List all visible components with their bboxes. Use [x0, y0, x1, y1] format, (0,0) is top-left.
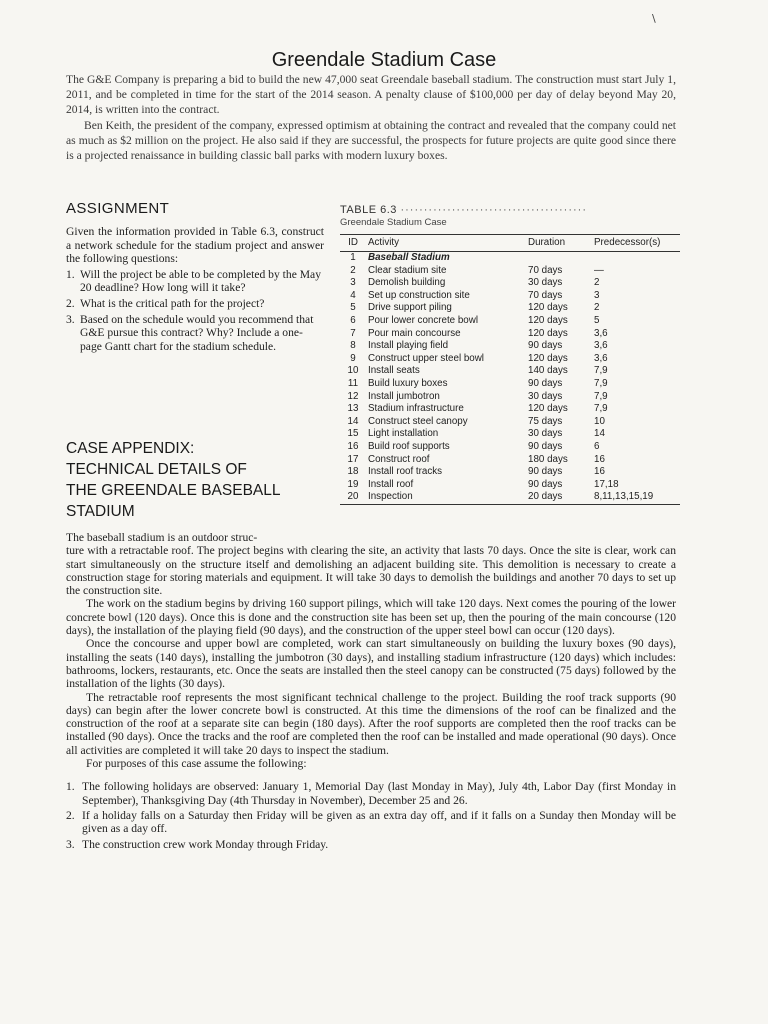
activity-id: 19	[347, 478, 359, 490]
header-id: ID	[340, 235, 366, 252]
activity-name: Inspection	[366, 491, 526, 504]
table-row	[340, 252, 680, 265]
activity-name: Construct steel canopy	[368, 415, 468, 427]
body-paragraph-5: For purposes of this case assume the following:	[86, 757, 307, 771]
activity-id: 10	[347, 365, 359, 377]
appendix-heading-line: TECHNICAL DETAILS OF	[66, 461, 247, 478]
question-item	[66, 297, 324, 311]
appendix-heading-line: THE GREENDALE BASEBALL	[66, 482, 281, 499]
assumption-item	[66, 838, 676, 851]
assumption-number: 2.	[66, 808, 75, 822]
table-header-row	[340, 235, 680, 252]
table-row	[340, 403, 680, 416]
intro-section	[66, 72, 676, 163]
activity-name: Pour main concourse	[368, 327, 461, 339]
activity-name: Set up construction site	[368, 289, 470, 301]
activity-predecessors: 10	[594, 415, 605, 427]
question-list	[66, 268, 324, 354]
activity-predecessors: 6	[594, 440, 600, 452]
assumption-text: The following holidays are observed: January 1, Memorial Day (last Monday in May), July 4th, Labor Day (first Monday in September), Thanksgiving Day (4th Thursday in November), December 25 and 26.	[82, 780, 676, 807]
activity-id: 5	[350, 302, 356, 314]
activity-name: Pour lower concrete bowl	[368, 314, 478, 326]
table-row	[340, 290, 680, 303]
body-paragraph-2: The work on the stadium begins by driving 160 support pilings, which will take 120 days. Next comes the pouring of the lower concrete bowl (120 days). Once this is done and the construction site has been set up, then the pouring of the main concourse (120 days), the installation of the playing field (90 days), and the construction of the upper steel bowl can occur (120 days).	[66, 597, 676, 638]
activity-table-block	[340, 204, 680, 505]
assignment-intro: Given the information provided in Table 6.3, construct a network schedule for the stadium project and answer the following questions:	[66, 225, 324, 266]
page-title: Greendale Stadium Case	[271, 49, 497, 72]
table-row	[340, 479, 680, 492]
activity-id: 11	[347, 377, 359, 389]
assignment-heading: ASSIGNMENT	[66, 200, 170, 217]
intro-paragraph-1: The G&E Company is preparing a bid to build the new 47,000 seat Greendale baseball stadium. The construction must start July 1, 2011, and be completed in time for the start of the 2014 season. A penalty clause of $100,000 per day of delay beyond May 20, 2014, is written into the contract.	[66, 73, 676, 117]
activity-name: Install jumbotron	[368, 390, 440, 402]
question-item	[66, 313, 324, 354]
activity-id: 12	[347, 390, 359, 402]
question-text: Based on the schedule would you recommend that G&E pursue this contract? Why? Include a one-page Gantt chart for the stadium schedule.	[80, 312, 314, 353]
activity-predecessors	[592, 252, 680, 265]
activity-id: 13	[347, 403, 359, 415]
activity-id: 8	[350, 340, 356, 352]
table-row	[340, 428, 680, 441]
table-row	[340, 277, 680, 290]
activity-name: Install playing field	[368, 340, 449, 352]
activity-predecessors: 3,6	[594, 327, 608, 339]
question-text: What is the critical path for the project?	[80, 296, 265, 310]
activity-name: Baseball Stadium	[368, 252, 450, 263]
activity-predecessors: 14	[594, 428, 605, 440]
table-row	[340, 340, 680, 353]
activity-id: 3	[350, 277, 356, 289]
activity-duration: 120 days	[528, 352, 568, 364]
activity-name: Construct roof	[368, 453, 430, 465]
activity-duration: 90 days	[528, 478, 563, 490]
question-text: Will the project be able to be completed by the May 20 deadline? How long will it take?	[80, 267, 321, 295]
table-row	[340, 328, 680, 341]
appendix-heading	[66, 438, 336, 522]
activity-name: Install roof	[368, 478, 414, 490]
table-row	[340, 416, 680, 429]
assumption-item	[66, 809, 676, 836]
activity-predecessors: 7,9	[594, 365, 608, 377]
activity-name: Install roof tracks	[368, 466, 443, 478]
activity-name: Clear stadium site	[368, 264, 447, 276]
activity-predecessors: 17,18	[594, 478, 619, 490]
table-row	[340, 365, 680, 378]
activity-predecessors: 5	[594, 314, 600, 326]
assumption-list	[66, 780, 676, 850]
activity-id: 1	[350, 252, 356, 263]
activity-id: 20	[340, 491, 366, 504]
body-paragraph-3: Once the concourse and upper bowl are completed, work can start simultaneously on building the luxury boxes (90 days), installing the seats (140 days), installing the jumbotron (30 days), and installing stadium infrastructure (120 days) which includes: bathrooms, lockers, restaurants, etc. Once the seats are installed then the steel canopy can be constructed (75 days) followed by the installation of the lights (30 days).	[66, 637, 676, 691]
activity-duration: 180 days	[528, 453, 568, 465]
activity-predecessors: 2	[594, 277, 600, 289]
activity-id: 16	[347, 440, 359, 452]
assignment-section	[66, 200, 324, 355]
activity-predecessors: 7,9	[594, 390, 608, 402]
activity-predecessors: 16	[594, 466, 605, 478]
appendix-body	[66, 531, 676, 853]
assumption-item	[66, 780, 676, 807]
activity-duration: 90 days	[528, 340, 563, 352]
table-row	[340, 353, 680, 366]
activity-duration: 30 days	[528, 277, 563, 289]
activity-duration: 120 days	[528, 314, 568, 326]
activity-predecessors: 3	[594, 289, 600, 301]
question-number: 2.	[66, 296, 75, 310]
corner-mark: \	[652, 12, 656, 25]
header-predecessors: Predecessor(s)	[592, 235, 680, 252]
table-row	[340, 378, 680, 391]
body-paragraph-1-start: The baseball stadium is an outdoor struc-	[66, 531, 258, 544]
table-body	[340, 252, 680, 505]
activity-id: 6	[350, 314, 356, 326]
body-paragraph-1: ture with a retractable roof. The project begins with clearing the site, an activity that lasts 70 days. Once the site is clear, work can start simultaneously on the structure itself and demolishing an adjacent building site. This demolition is necessary to create a construction stage for storing materials and equipment. It will take 30 days to demolish the buildings and another 70 days to set up the construction site.	[66, 544, 676, 598]
activity-duration: 120 days	[528, 403, 568, 415]
activity-name: Build luxury boxes	[368, 377, 448, 389]
activity-name: Build roof supports	[368, 440, 450, 452]
question-number: 1.	[66, 267, 75, 281]
table-row	[340, 454, 680, 467]
activity-id: 14	[347, 415, 359, 427]
activity-duration: 120 days	[528, 327, 568, 339]
header-activity: Activity	[366, 235, 526, 252]
activity-id: 7	[350, 327, 356, 339]
table-label: TABLE 6.3	[340, 204, 397, 216]
activity-predecessors: 7,9	[594, 377, 608, 389]
assumption-text: The construction crew work Monday through Friday.	[82, 837, 329, 851]
activity-name: Stadium infrastructure	[368, 403, 464, 415]
table-label-line	[340, 204, 680, 216]
table-subtitle: Greendale Stadium Case	[340, 217, 447, 228]
activity-id: 17	[347, 453, 359, 465]
activity-duration: 20 days	[526, 491, 592, 504]
appendix-heading-line: STADIUM	[66, 503, 135, 520]
activity-predecessors: 3,6	[594, 352, 608, 364]
activity-table	[340, 234, 680, 505]
activity-name: Construct upper steel bowl	[368, 352, 484, 364]
activity-duration: 30 days	[528, 428, 563, 440]
activity-duration: 30 days	[528, 390, 563, 402]
assumption-number: 3.	[66, 837, 75, 851]
intro-paragraph-2: Ben Keith, the president of the company, expressed optimism at obtaining the contract and revealed that the company could net as much as $2 million on the project. He also said if they are successful, the prospects for future projects are quite good since there is a projected renaissance in building classic ball parks with modern luxury boxes.	[66, 118, 676, 163]
assumption-text: If a holiday falls on a Saturday then Friday will be given as an extra day off, and if it falls on a Sunday then Monday will be given as a day off.	[82, 808, 676, 836]
activity-duration: 90 days	[528, 440, 563, 452]
activity-id: 4	[350, 289, 356, 301]
table-row	[340, 315, 680, 328]
question-item	[66, 268, 324, 295]
table-label-dots: ········································	[400, 204, 587, 216]
activity-duration: 70 days	[528, 289, 563, 301]
table-row	[340, 265, 680, 278]
activity-predecessors: 7,9	[594, 403, 608, 415]
table-row	[340, 391, 680, 404]
activity-id: 18	[347, 466, 359, 478]
activity-duration	[526, 252, 592, 265]
activity-name: Drive support piling	[368, 302, 452, 314]
activity-name: Install seats	[368, 365, 420, 377]
question-number: 3.	[66, 312, 75, 326]
activity-id: 9	[350, 352, 356, 364]
activity-predecessors: 3,6	[594, 340, 608, 352]
table-row	[340, 441, 680, 454]
activity-predecessors: 2	[594, 302, 600, 314]
activity-id: 2	[350, 264, 356, 276]
body-paragraph-4: The retractable roof represents the most significant technical challenge to the project. Building the roof track supports (90 days) can begin after the lower concrete bowl is constructed. At this time the dimensions of the roof can be finalized and the construction of the roof at a separate site can begin (180 days). After the roof supports are completed then the roof tracks can be installed (90 days). Once the tracks and the roof are completed then the roof can be installed and made operational (90 days). Once all activities are completed it will take 20 days to inspect the stadium.	[66, 690, 676, 757]
activity-duration: 120 days	[528, 302, 568, 314]
activity-predecessors: —	[594, 264, 604, 276]
activity-name: Light installation	[368, 428, 439, 440]
appendix-heading-line: CASE APPENDIX:	[66, 440, 195, 457]
assumption-number: 1.	[66, 780, 75, 794]
activity-duration: 140 days	[528, 365, 568, 377]
table-row	[340, 491, 680, 504]
activity-duration: 75 days	[528, 415, 563, 427]
header-duration: Duration	[526, 235, 592, 252]
table-row	[340, 466, 680, 479]
activity-duration: 90 days	[528, 377, 563, 389]
activity-name: Demolish building	[368, 277, 446, 289]
activity-predecessors: 16	[594, 453, 605, 465]
activity-duration: 70 days	[528, 264, 563, 276]
activity-predecessors: 8,11,13,15,19	[592, 491, 680, 504]
activity-id: 15	[347, 428, 359, 440]
activity-duration: 90 days	[528, 466, 563, 478]
table-row	[340, 302, 680, 315]
